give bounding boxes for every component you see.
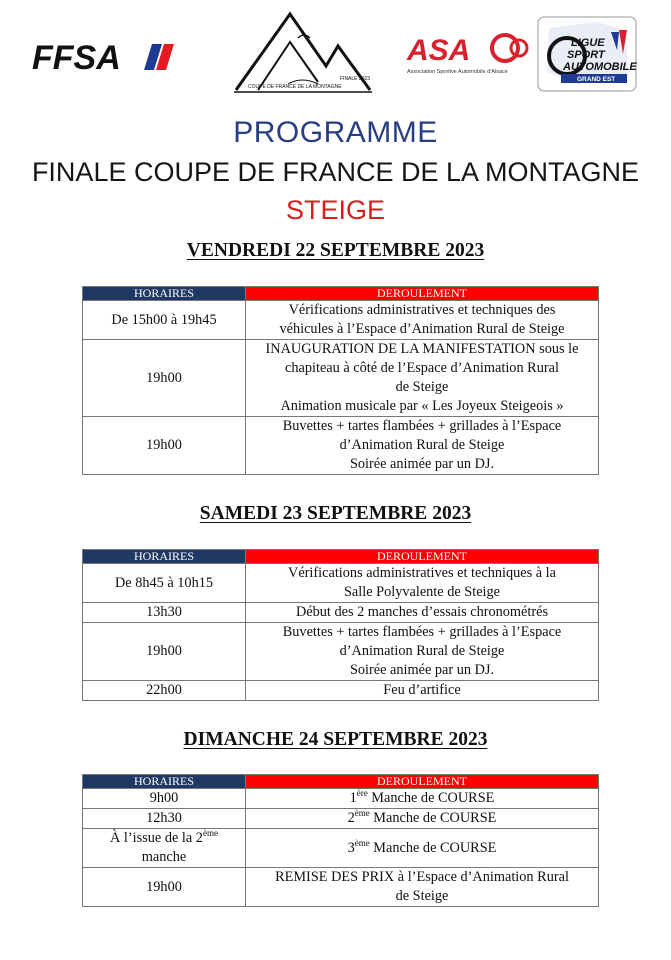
header-horaires: HORAIRES (83, 775, 246, 789)
coupe-montagne-logo (228, 8, 378, 103)
table-row (83, 868, 599, 907)
header-horaires: HORAIRES (83, 550, 246, 564)
svg-text:LIGUE: LIGUE (571, 37, 605, 49)
manche-number: 1 (349, 790, 357, 806)
day-title-saturday: SAMEDI 23 SEPTEMBRE 2023 (199, 503, 472, 524)
event-cell (246, 681, 599, 701)
schedule-table-saturday (82, 549, 599, 701)
table-row (83, 789, 599, 809)
event-line: Feu d’artifice (383, 682, 461, 698)
manche-number: 3 (347, 839, 355, 856)
page-title: PROGRAMME (233, 116, 438, 149)
header-deroulement: DEROULEMENT (246, 550, 599, 564)
header-deroulement: DEROULEMENT (246, 287, 599, 301)
header-horaires: HORAIRES (83, 287, 246, 301)
schedule-table-friday (82, 286, 599, 475)
ordinal-suffix: ème (202, 828, 218, 839)
ordinal-suffix: ème (354, 808, 370, 819)
event-line: Début des 2 manches d’essais chronométrés (295, 604, 549, 620)
event-line: Vérifications administratives et techniques à la (288, 565, 556, 581)
event-line: Buvettes + tartes flambées + grillades à l’Espace (282, 418, 562, 434)
day-title-friday: VENDREDI 22 SEPTEMBRE 2023 (186, 240, 485, 261)
table-row (83, 564, 599, 603)
ordinal-suffix: ère (356, 788, 368, 799)
logo-bar (0, 0, 671, 110)
event-cell (246, 809, 599, 829)
svg-text:FFSA: FFSA (32, 39, 121, 76)
event-line: REMISE DES PRIX à l’Espace d’Animation Rural (275, 869, 569, 885)
svg-text:GRAND EST: GRAND EST (577, 76, 616, 83)
table-header (83, 775, 599, 789)
event-location: STEIGE (285, 195, 386, 225)
event-line: d’Animation Rural de Steige (339, 643, 505, 659)
time-cell: 19h00 (83, 868, 246, 907)
time-cell: De 15h00 à 19h45 (83, 301, 246, 340)
event-line: Vérifications administratives et techniques des (288, 302, 556, 318)
event-cell (246, 564, 599, 603)
table-row (83, 623, 599, 681)
event-cell (246, 623, 599, 681)
event-line: Buvettes + tartes flambées + grillades à l’Espace (282, 624, 562, 640)
time-cell: 12h30 (83, 809, 246, 829)
time-cell: De 8h45 à 10h15 (83, 564, 246, 603)
time-cell: 22h00 (83, 681, 246, 701)
event-subtitle: FINALE COUPE DE FRANCE DE LA MONTAGNE (31, 157, 640, 187)
event-text: Manche de COURSE (367, 790, 495, 806)
time-cell: 9h00 (83, 789, 246, 809)
schedule-table-sunday (82, 774, 599, 907)
day-title-sunday: DIMANCHE 24 SEPTEMBRE 2023 (183, 729, 488, 750)
event-text: Manche de COURSE (369, 839, 497, 856)
time-cell: 19h00 (83, 417, 246, 475)
svg-text:Association Sportive Automobil: Association Sportive Automobile d'Alsace (407, 69, 508, 75)
time-cell: 19h00 (83, 623, 246, 681)
event-text: Manche de COURSE (369, 810, 497, 826)
table-row (83, 340, 599, 417)
table-row (83, 681, 599, 701)
event-cell (246, 340, 599, 417)
table-row (83, 417, 599, 475)
asa-logo (403, 28, 529, 80)
event-cell (246, 417, 599, 475)
header-deroulement: DEROULEMENT (246, 775, 599, 789)
event-cell (246, 603, 599, 623)
time-cell: 19h00 (83, 340, 246, 417)
event-cell (246, 868, 599, 907)
svg-text:COUPE DE FRANCE DE LA MONTAGNE: COUPE DE FRANCE DE LA MONTAGNE (248, 84, 342, 90)
event-line: de Steige (395, 888, 449, 904)
table-header (83, 550, 599, 564)
ordinal-suffix: ème (354, 837, 370, 848)
time-cell (83, 829, 246, 868)
svg-text:FINALE 2023: FINALE 2023 (340, 76, 371, 82)
event-line: Soirée animée par un DJ. (349, 456, 495, 472)
event-line: Soirée animée par un DJ. (349, 662, 495, 678)
time-line: manche (141, 849, 187, 865)
event-cell (246, 789, 599, 809)
event-line: INAUGURATION DE LA MANIFESTATION sous le (265, 341, 579, 357)
ffsa-logo (30, 38, 178, 76)
svg-text:ASA: ASA (407, 34, 471, 67)
event-line: véhicules à l’Espace d’Animation Rural de Steige (279, 321, 565, 337)
manche-number: 2 (347, 810, 355, 826)
ligue-grand-est-logo (537, 16, 637, 92)
event-cell (246, 829, 599, 868)
event-line: d’Animation Rural de Steige (339, 437, 505, 453)
table-row (83, 301, 599, 340)
event-line: Animation musicale par « Les Joyeux Steigeois » (280, 398, 564, 414)
event-cell (246, 301, 599, 340)
table-row (83, 829, 599, 868)
table-row (83, 809, 599, 829)
event-line: de Steige (395, 379, 449, 395)
time-line (87, 829, 241, 848)
event-line: chapiteau à côté de l’Espace d’Animation Rural (285, 360, 559, 376)
svg-text:AUTOMOBILE: AUTOMOBILE (563, 61, 637, 73)
svg-text:SPORT: SPORT (567, 49, 605, 61)
table-row (83, 603, 599, 623)
time-cell: 13h30 (83, 603, 246, 623)
time-text: À l’issue de la 2 (110, 830, 203, 846)
event-line: Salle Polyvalente de Steige (343, 584, 501, 600)
table-header (83, 287, 599, 301)
